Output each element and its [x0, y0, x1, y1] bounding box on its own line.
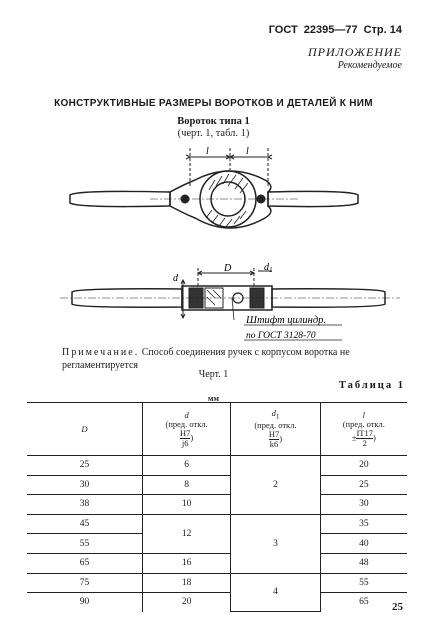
- table-row: [27, 456, 407, 476]
- section-title: КОНСТРУКТИВНЫЕ РАЗМЕРЫ ВОРОТКОВ И ДЕТАЛЕЙ К НИМ: [54, 98, 373, 109]
- top-view: [70, 148, 358, 228]
- cell-d: 10: [142, 495, 230, 515]
- cell-l: 65: [320, 593, 407, 612]
- gost-label: ГОСТ: [268, 24, 298, 36]
- dimensions-table: [27, 402, 407, 612]
- dim-d1: $d_1$: [264, 262, 273, 274]
- cell-d: 18: [142, 573, 230, 593]
- cell-d1: 3: [231, 514, 320, 573]
- cell-l: 55: [320, 573, 407, 593]
- cell-D: 90: [79, 597, 90, 608]
- dim-D: D: [224, 263, 232, 274]
- cell-d1: 2: [231, 456, 320, 515]
- cell-D: 45: [27, 514, 142, 534]
- table-row: [27, 593, 407, 612]
- table-row: [27, 495, 407, 515]
- cell-d: 16: [142, 553, 230, 573]
- col-header-d1: $d_1$ (пред. откл. $\frac{H7}{k6}$ ): [231, 403, 320, 456]
- cell-l: 30: [320, 495, 407, 515]
- table-row: [27, 573, 407, 593]
- gost-page: Стр. 14: [363, 24, 402, 36]
- cell-d: 6: [142, 456, 230, 476]
- page-number: 25: [392, 601, 403, 613]
- cell-d: 12: [142, 514, 230, 553]
- subsection-ref: (черт. 1, табл. 1): [177, 128, 250, 139]
- cell-D: 38: [27, 495, 142, 515]
- table-header-row: [27, 403, 407, 456]
- cell-l: 20: [320, 456, 407, 476]
- col-header-D: D: [27, 403, 142, 456]
- col-header-d: d (пред. откл. $\frac{H7}{j6}$ ): [142, 403, 230, 456]
- cell-D: 65: [27, 553, 142, 573]
- table-unit: мм: [208, 394, 219, 403]
- cell-D: 25: [27, 456, 142, 476]
- col-header-l: l (пред. откл. ± $\frac{IT17}{2}$ ): [320, 403, 407, 456]
- cell-l: 48: [320, 553, 407, 573]
- cell-D: 30: [27, 475, 142, 495]
- table-row: [27, 514, 407, 534]
- cell-d: 20: [142, 593, 230, 612]
- subsection-title: Вороток типа 1: [177, 116, 250, 127]
- cell-d1: 4: [231, 573, 320, 612]
- side-view: [60, 268, 400, 340]
- note-text: Способ соединения ручек с корпусом воротка не регламентируется: [62, 347, 350, 371]
- dim-l-left: l: [206, 146, 209, 157]
- table-row: [27, 553, 407, 573]
- table-caption: Таблица 1: [338, 380, 405, 391]
- table-row: [27, 475, 407, 495]
- cell-l: 35: [320, 514, 407, 534]
- cell-l: 40: [320, 534, 407, 554]
- gost-header: [263, 24, 402, 36]
- note-label: Примечание.: [62, 347, 140, 358]
- appendix-title: ПРИЛОЖЕНИЕ: [308, 45, 402, 59]
- gost-number: 22395—77: [303, 24, 358, 36]
- pin-label-line2: по ГОСТ 3128-70: [246, 331, 316, 341]
- dim-l-right: l: [246, 146, 249, 157]
- figure-caption: Черт. 1: [198, 369, 229, 380]
- dim-d: d: [173, 273, 178, 284]
- cell-l: 25: [320, 475, 407, 495]
- appendix-subtitle: Рекомендуемое: [337, 60, 402, 71]
- pin-label-line1: Штифт цилиндр.: [246, 315, 327, 326]
- tap-wrench-drawing: [0, 140, 427, 345]
- cell-D: 55: [27, 534, 142, 554]
- cell-D: 75: [27, 573, 142, 593]
- cell-d: 8: [142, 475, 230, 495]
